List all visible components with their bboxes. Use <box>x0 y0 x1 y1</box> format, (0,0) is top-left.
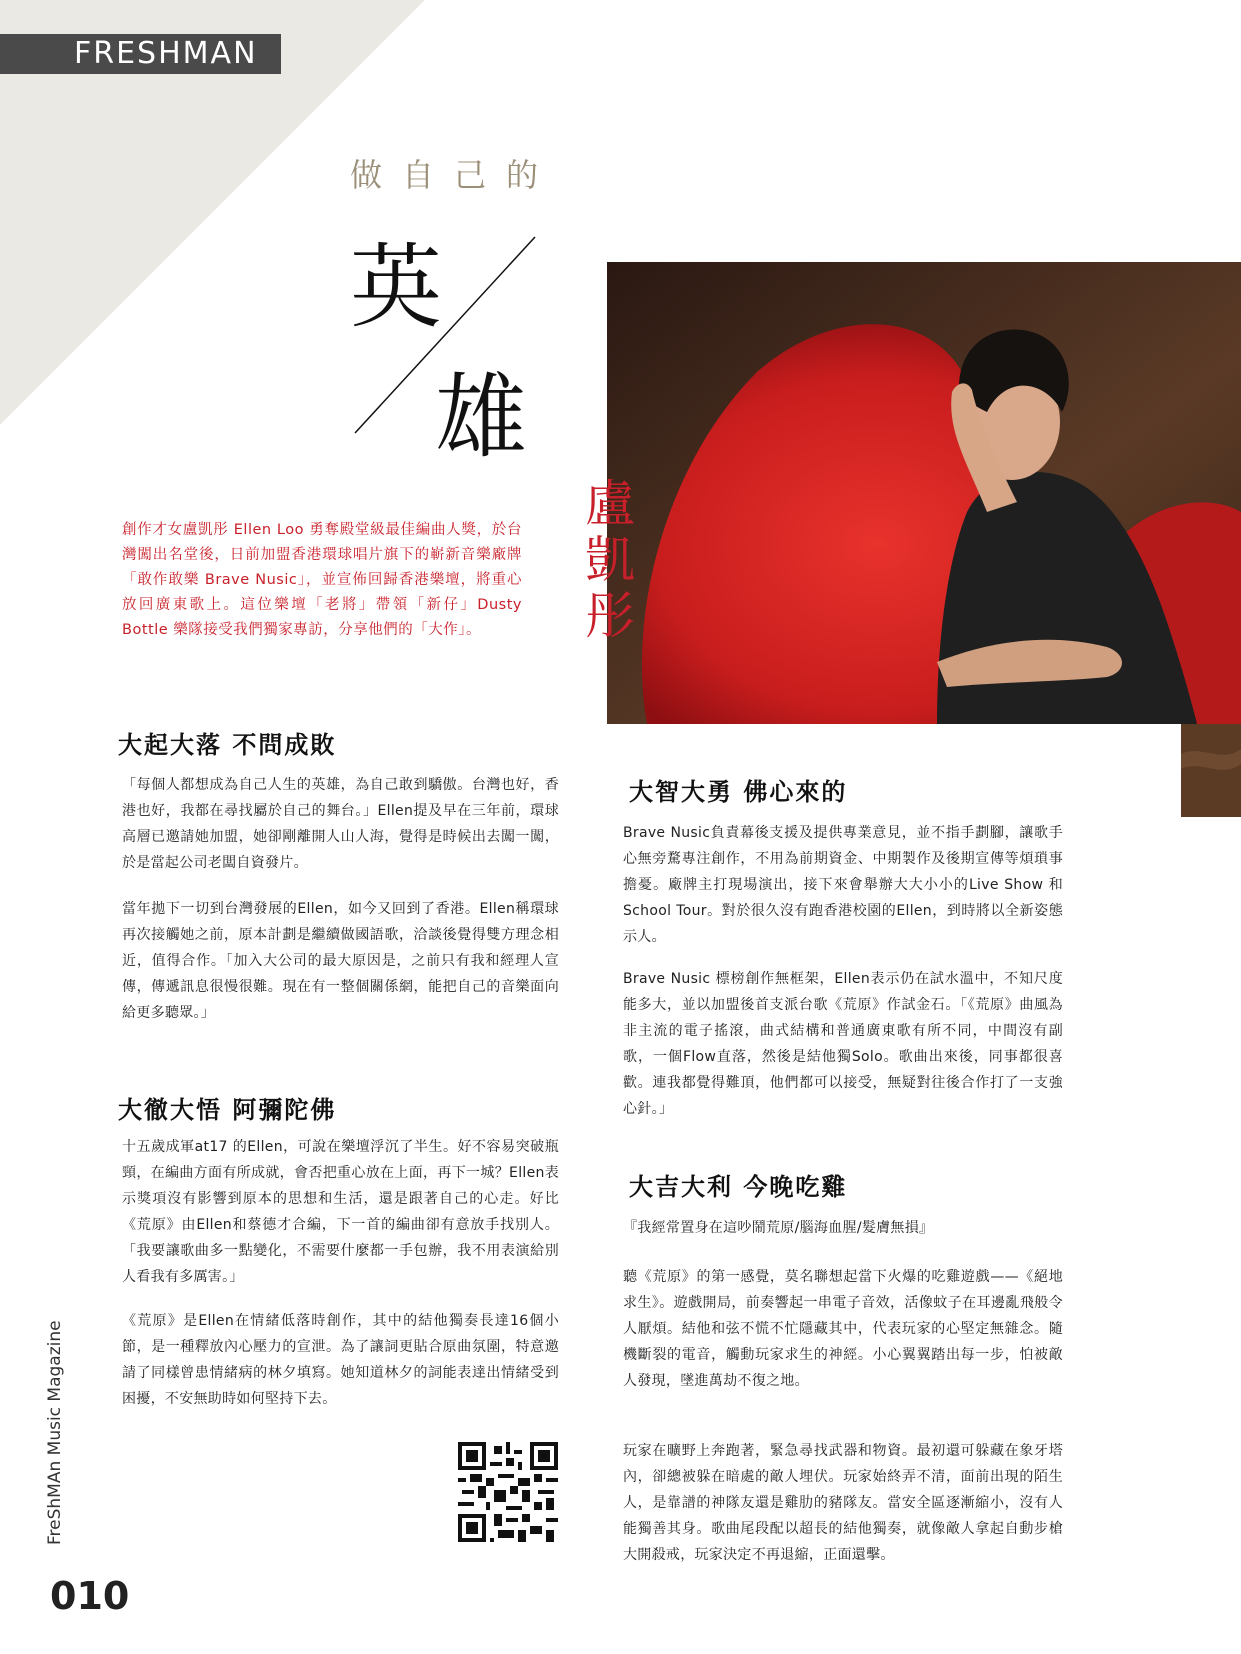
magazine-name-vertical: FreShMAn Music Magazine <box>45 1320 65 1545</box>
masthead-logo: FRESHMAN <box>0 34 281 74</box>
section-heading-1: 大起大落 不問成敗 <box>118 731 337 759</box>
intro-paragraph: 創作才女盧凱彤 Ellen Loo 勇奪殿堂級最佳編曲人獎，於台灣闖出名堂後，日前加盟香港環球唱片旗下的嶄新音樂廠牌「敢作敢樂 Brave Nusic」，並宣佈回歸香港樂壇，將重心放回廣東歌上。這位樂壇「老將」帶領「新仔」Dusty Bottle 樂隊接受我們獨家專訪，分享他們的「大作」。 <box>122 522 522 638</box>
section-heading-4: 大吉大利 今晚吃雞 <box>629 1173 848 1201</box>
name-char-2: 凱 <box>585 531 635 589</box>
section3-paragraph-2: Brave Nusic 標榜創作無框架，Ellen表示仍在試水溫中，不知尺度能多大，並以加盟後首支派台歌《荒原》作試金石。「《荒原》曲風為非主流的電子搖滾，曲式結構和普通廣東歌有所不同，中間沒有副歌，一個Flow直落，然後是結他獨Solo。歌曲出來後，同事都很喜歡。連我都覺得難頂，他們都可以接受，無疑對往後合作打了一支強心針。」 <box>623 971 1063 1117</box>
section1-paragraph-1: 「每個人都想成為自己人生的英雄，為自己敢到驕傲。台灣也好，香港也好，我都在尋找屬於自己的舞台。」Ellen提及早在三年前，環球高層已邀請她加盟，她卻剛離開人山人海，覺得是時候出去闖一闖，於是當起公司老闆自資發片。 <box>122 777 559 871</box>
name-char-3: 彤 <box>585 587 635 645</box>
portrait-photo <box>607 262 1241 724</box>
section4-paragraph-1: 聽《荒原》的第一感覺，莫名聯想起當下火爆的吃雞遊戲——《絕地求生》。遊戲開局，前奏響起一串電子音效，活像蚊子在耳邊亂飛般令人厭煩。結他和弦不慌不忙隱藏其中，代表玩家的心堅定無雜念。隨機斷裂的電音，觸動玩家求生的神經。小心翼翼踏出每一步，怕被敵人發現，墜進萬劫不復之地。 <box>623 1269 1063 1389</box>
name-char-1: 盧 <box>585 475 635 533</box>
subject-name-vertical <box>580 476 640 644</box>
section3-paragraph-1: Brave Nusic負責幕後支援及提供專業意見，並不指手劃腳，讓歌手心無旁騖專注創作，不用為前期資金、中期製作及後期宣傳等煩瑣事擔憂。廠牌主打現場演出，接下來會舉辦大大小小的Live Show 和School Tour。對於很久沒有跑香港校園的Ellen，到時將以全新姿態示人。 <box>623 825 1063 945</box>
page-number: 010 <box>50 1574 130 1618</box>
headline-kicker: 做自己的 <box>350 156 559 194</box>
qr-code[interactable] <box>458 1442 558 1542</box>
headline-char-1: 英 <box>350 234 443 341</box>
headline-char-2: 雄 <box>435 364 528 471</box>
section1-paragraph-2: 當年拋下一切到台灣發展的Ellen，如今又回到了香港。Ellen稱環球再次接觸她之前，原本計劃是繼續做國語歌，洽談後覺得雙方理念相近，值得合作。「加入大公司的最大原因是，之前只有我和經理人宣傳，傳遞訊息很慢很難。現在有一整個關係網，能把自己的音樂面向給更多聽眾。」 <box>122 901 559 1021</box>
section2-paragraph-1: 十五歲成軍at17 的Ellen，可說在樂壇浮沉了半生。好不容易突破瓶頸，在編曲方面有所成就，會否把重心放在上面，再下一城？Ellen表示獎項沒有影響到原本的思想和生活，還是跟著自己的心走。好比《荒原》由Ellen和蔡德才合編，下一首的編曲卻有意放手找別人。「我要讓歌曲多一點變化，不需要什麼都一手包辦，我不用表演給別人看我有多厲害。」 <box>122 1139 559 1285</box>
section4-paragraph-2: 玩家在曠野上奔跑著，緊急尋找武器和物資。最初還可躲藏在象牙塔內，卻總被躲在暗處的敵人埋伏。玩家始終弄不清，面前出現的陌生人，是靠譜的神隊友還是雞肋的豬隊友。當安全區逐漸縮小，沒有人能獨善其身。歌曲尾段配以超長的結他獨奏，就像敵人拿起自動步槍大開殺戒，玩家決定不再退縮，正面還擊。 <box>623 1443 1063 1563</box>
section-heading-3: 大智大勇 佛心來的 <box>629 778 848 806</box>
section2-paragraph-2: 《荒原》是Ellen在情緒低落時創作，其中的結他獨奏長達16個小節，是一種釋放內心壓力的宣泄。為了讓詞更貼合原曲氛圍，特意邀請了同樣曾患情緒病的林夕填寫。她知道林夕的詞能表達出情緒受到困擾，不安無助時如何堅持下去。 <box>122 1313 559 1407</box>
wood-texture-strip <box>1181 724 1241 817</box>
section-heading-2: 大徹大悟 阿彌陀佛 <box>118 1096 337 1124</box>
section4-lyric: 『我經常置身在這吵鬧荒原/腦海血腥/髮膚無損』 <box>623 1220 934 1236</box>
